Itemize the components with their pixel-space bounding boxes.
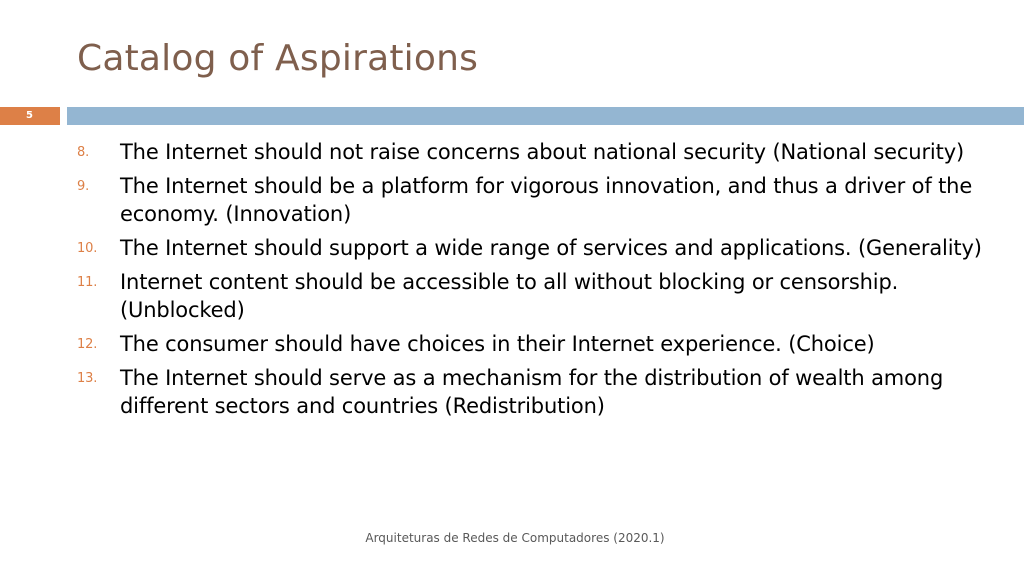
list-item-text: The Internet should be a platform for vigorous innovation, and thus a driver of the economy. (Innovation) <box>120 174 973 226</box>
list-item-number: 9. <box>77 179 90 194</box>
list-item-number: 8. <box>77 145 90 160</box>
slide-title: Catalog of Aspirations <box>77 38 479 79</box>
list-item-number: 11. <box>77 275 98 290</box>
list-item <box>0 364 1000 420</box>
list-item-number: 10. <box>77 241 98 256</box>
list-item <box>0 330 1000 358</box>
list-item-text: Internet content should be accessible to all without blocking or censorship. (Unblocked) <box>120 270 899 322</box>
list-item <box>0 234 1000 262</box>
list-item-number: 12. <box>77 337 98 352</box>
list-item-text: The Internet should serve as a mechanism for the distribution of wealth among different sectors and countries (Redistribution) <box>120 366 944 418</box>
list-item-text: The Internet should not raise concerns about national security (National security) <box>120 140 965 164</box>
page-number-badge: 5 <box>0 107 60 125</box>
list-item <box>0 172 1000 228</box>
title-rule-bar <box>67 107 1024 125</box>
list-item-text: The Internet should support a wide range of services and applications. (Generality) <box>120 236 982 260</box>
list-item-number: 13. <box>77 371 98 386</box>
list-item <box>0 138 1000 166</box>
list-item-text: The consumer should have choices in their Internet experience. (Choice) <box>120 332 875 356</box>
slide-footer: Arquiteturas de Redes de Computadores (2020.1) <box>365 531 665 545</box>
list-item <box>0 268 1000 324</box>
aspiration-list <box>0 138 1024 426</box>
